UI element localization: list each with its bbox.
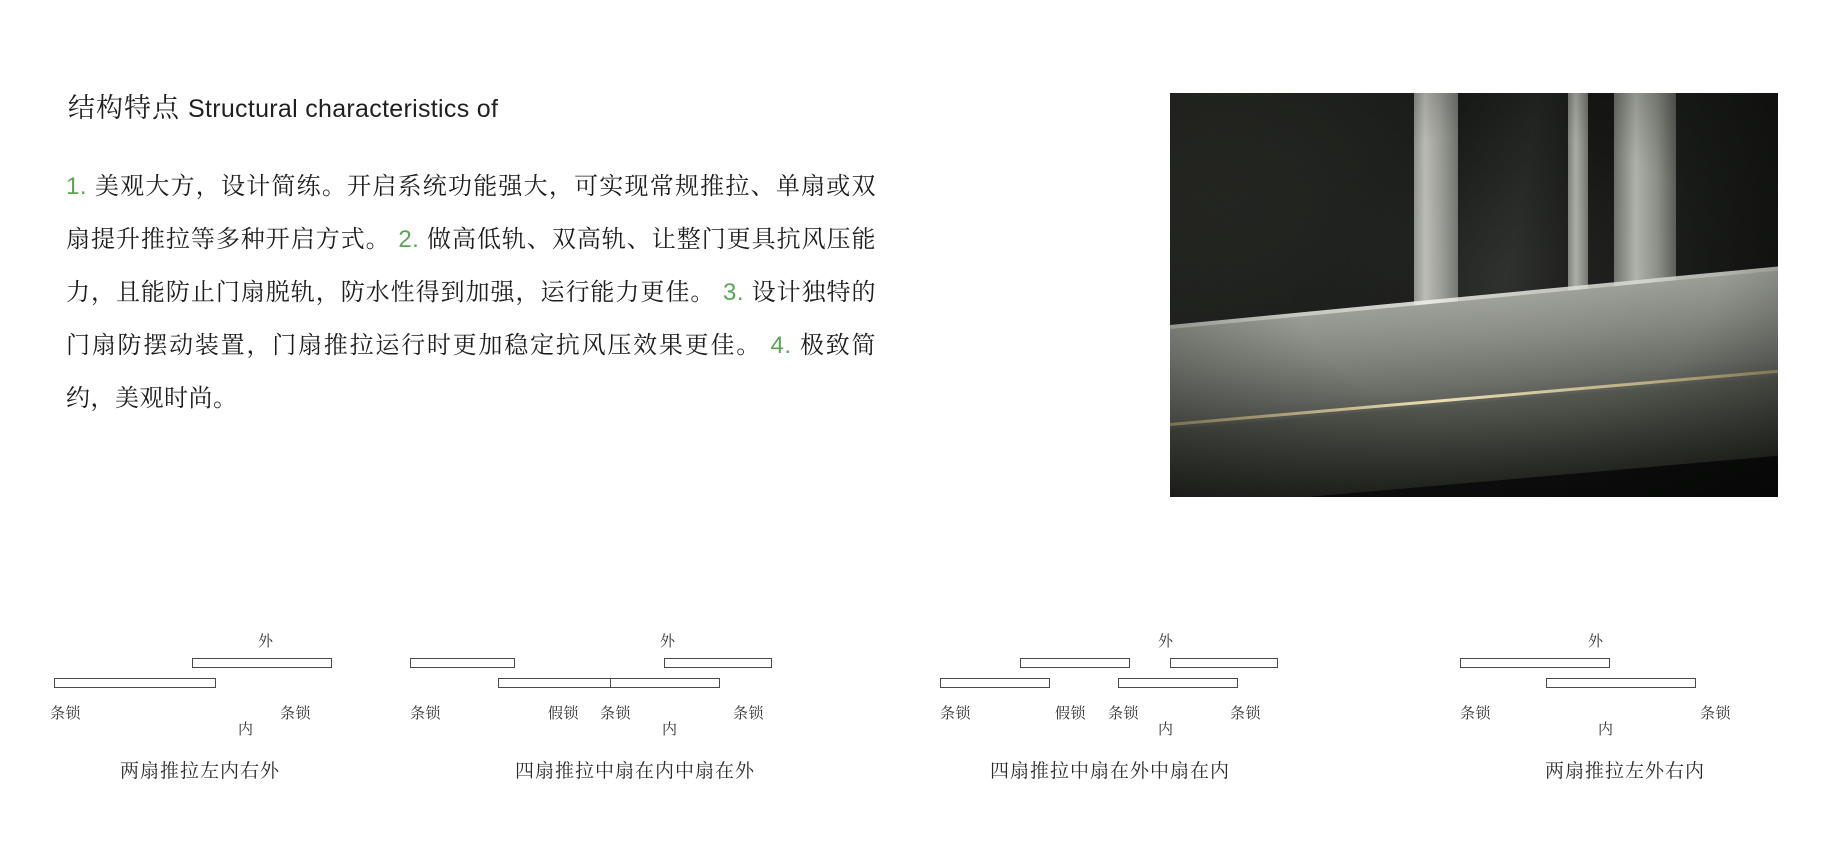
- diagram-four-panel-mid-in-mid-out: [410, 630, 860, 810]
- diagram-label: 外: [258, 633, 274, 650]
- diagram-panel-bar: [1170, 658, 1278, 668]
- diagram-canvas: [940, 630, 1280, 750]
- diagram-canvas: [1460, 630, 1790, 750]
- page-title-en: Structural characteristics of: [188, 95, 499, 123]
- photo-vignette: [1170, 93, 1778, 497]
- diagram-caption: 四扇推拉中扇在外中扇在内: [989, 761, 1230, 782]
- diagram-label: 内: [1158, 721, 1174, 738]
- diagram-label: 条锁: [600, 705, 632, 722]
- list-number-1: 1.: [66, 173, 88, 200]
- diagram-label: 假锁: [548, 705, 580, 722]
- diagram-panel-bar: [498, 678, 618, 688]
- diagram-label: 条锁: [410, 705, 442, 722]
- diagram-panel-bar: [664, 658, 772, 668]
- diagram-label: 内: [662, 721, 678, 738]
- list-number-2: 2.: [398, 226, 420, 253]
- diagram-label: 外: [1588, 633, 1604, 650]
- diagram-panel-bar: [1020, 658, 1130, 668]
- page-title-cn: 结构特点: [68, 93, 180, 123]
- configuration-diagrams: [0, 630, 1828, 810]
- diagram-label: 条锁: [1700, 705, 1732, 722]
- diagram-label: 条锁: [50, 705, 82, 722]
- diagram-canvas: [410, 630, 860, 750]
- diagram-label: 条锁: [1230, 705, 1262, 722]
- list-text-3: 设计独特的门扇防摆动装置，门扇推拉运行时更加稳定抗风压效果更佳。: [66, 279, 877, 359]
- diagram-label: 内: [1598, 721, 1614, 738]
- list-text-1: 美观大方，设计简练。开启系统功能强大，可实现常规推拉、单扇或双扇提升推拉等多种开启方式。: [66, 173, 876, 253]
- product-photo: [1170, 93, 1778, 497]
- diagram-panel-bar: [192, 658, 332, 668]
- diagram-caption: 两扇推拉左外右内: [1544, 761, 1705, 782]
- diagram-canvas: [40, 630, 360, 750]
- diagram-caption: 两扇推拉左内右外: [119, 761, 280, 782]
- diagram-panel-bar: [54, 678, 216, 688]
- diagram-label: 条锁: [280, 705, 312, 722]
- list-text-4: 极致简约，美观时尚。: [66, 332, 877, 412]
- diagram-label: 条锁: [733, 705, 765, 722]
- diagram-label: 条锁: [940, 705, 972, 722]
- diagram-label: 外: [660, 633, 676, 650]
- diagram-panel-bar: [1118, 678, 1238, 688]
- page-title: [68, 92, 498, 124]
- diagram-panel-bar: [610, 678, 720, 688]
- diagram-panel-bar: [940, 678, 1050, 688]
- diagram-label: 假锁: [1055, 705, 1087, 722]
- diagram-label: 内: [238, 721, 254, 738]
- diagram-caption: 四扇推拉中扇在内中扇在外: [514, 761, 755, 782]
- structural-characteristics-paragraph: [66, 160, 876, 425]
- diagram-label: 条锁: [1460, 705, 1492, 722]
- list-text-2: 做高低轨、双高轨、让整门更具抗风压能力，且能防止门扇脱轨，防水性得到加强，运行能力更佳。: [66, 226, 877, 306]
- diagram-label: 条锁: [1108, 705, 1140, 722]
- diagram-panel-bar: [1460, 658, 1610, 668]
- diagram-panel-bar: [1546, 678, 1696, 688]
- diagram-four-panel-mid-out-mid-in: [940, 630, 1280, 810]
- diagram-label: 外: [1158, 633, 1174, 650]
- list-number-4: 4.: [770, 332, 792, 359]
- diagram-two-panel-left-out-right-in: [1460, 630, 1790, 810]
- diagram-two-panel-left-in-right-out: [40, 630, 360, 810]
- diagram-panel-bar: [410, 658, 515, 668]
- list-number-3: 3.: [722, 279, 744, 306]
